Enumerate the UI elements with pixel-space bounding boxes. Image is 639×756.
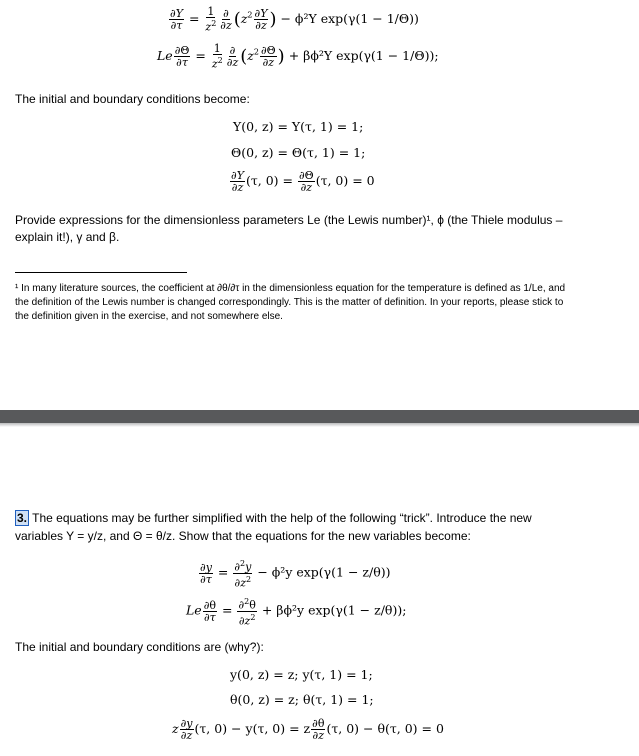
- new-eq1-rhs: − ϕ²y exp(γ(1 − z/θ)): [257, 564, 391, 580]
- equation-species-balance: $\frac{\partial Y}{\partial\tau}$ = $\frac{1}{z^2}$ $\frac{\partial}{\partial z}$ ($z^2$ $\frac{\partial Y}{\partial z}$ ) − ϕ²Y exp(γ(1 − 1/Θ)): [170, 5, 419, 34]
- item-number-highlight: 3.: [17, 511, 28, 525]
- frac-1-z2: $\frac{1}{z^2}$: [205, 5, 217, 34]
- new-lewis-symbol: Le: [186, 602, 202, 618]
- new-eq2-rhs: + βϕ²y exp(γ(1 − z/θ));: [261, 602, 407, 618]
- bc3-end: (τ, 0) = 0: [315, 173, 375, 188]
- equation-energy-balance: Le $\frac{\partial\Theta}{\partial\tau}$ = $\frac{1}{z^2}$ $\frac{\partial}{\partial z}$ ($z^2$ $\frac{\partial\Theta}{\partial z}$ ) + βϕ²Y exp(γ(1 − 1/Θ));: [157, 42, 439, 71]
- lewis-symbol: Le: [157, 47, 173, 63]
- eq1-rhs: − ϕ²Y exp(γ(1 − 1/Θ)): [280, 10, 419, 26]
- initial-conditions-heading: The initial and boundary conditions become:: [15, 92, 250, 106]
- new-bc3-part2: (τ, 0) − θ(τ, 0) = 0: [326, 721, 444, 736]
- new-boundary-condition-symmetry: z $\frac{\partial y}{\partial z}$ (τ, 0) − y(τ, 0) = z $\frac{\partial\theta}{\partial z}$ (τ, 0) − θ(τ, 0) = 0: [172, 717, 444, 742]
- page-bottom: [0, 427, 639, 756]
- frac-d-dz: $\frac{\partial}{\partial z}$: [220, 6, 232, 32]
- frac-dY-dtau: $\frac{\partial Y}{\partial\tau}$: [170, 6, 183, 32]
- bc3-mid: (τ, 0) =: [245, 173, 293, 188]
- equation-new-energy: Le $\frac{\partial\theta}{\partial\tau}$ = $\frac{\partial^2\theta}{\partial z^2}$ + βϕ²y exp(γ(1 − z/θ));: [186, 597, 407, 628]
- item-3-intro-text: The equations may be further simplified with the help of the following “trick”. Introduce the new: [29, 511, 532, 525]
- eq2-rhs: + βϕ²Y exp(γ(1 − 1/Θ));: [288, 47, 439, 63]
- item-3-intro-line1: [15, 511, 532, 525]
- new-bc3-part1: (τ, 0) − y(τ, 0) = z: [194, 721, 311, 736]
- footnote-separator: [15, 272, 187, 273]
- page-separator: [0, 410, 639, 423]
- footnote-text: ¹ In many literature sources, the coefficient at ∂θ/∂τ in the dimensionless equation for the temperature is defined as 1/Le, and the definition of the Lewis number is changed correspondingly. This is the matter of definition. In your reports, please stick to the definition given in the exercise, and not somewhere else.: [15, 283, 566, 322]
- provide-expressions-line1: Provide expressions for the dimensionless parameters Le (the Lewis number)¹, ϕ (the Thiele modulus –: [15, 213, 563, 227]
- equation-new-species: $\frac{\partial y}{\partial\tau}$ = $\frac{\partial^2y}{\partial z^2}$ − ϕ²y exp(γ(1 − z/θ)): [200, 559, 391, 590]
- boundary-condition-symmetry: $\frac{\partial Y}{\partial z}$ (τ, 0) = $\frac{\partial\Theta}{\partial z}$ (τ, 0) = 0: [231, 169, 375, 194]
- boundary-condition-theta: Θ(0, z) = Θ(τ, 1) = 1;: [231, 145, 366, 160]
- item-3-intro-line2: variables Y = y/z, and Θ = θ/z. Show that the equations for the new variables become:: [15, 529, 471, 543]
- conditions-heading: The initial and boundary conditions are (why?):: [15, 640, 264, 654]
- new-boundary-condition-theta: θ(0, z) = z; θ(τ, 1) = 1;: [230, 692, 374, 707]
- boundary-condition-y: Y(0, z) = Y(τ, 1) = 1;: [233, 119, 364, 134]
- new-boundary-condition-y: y(0, z) = z; y(τ, 1) = 1;: [230, 667, 373, 682]
- provide-expressions-line2: explain it!), γ and β.: [15, 230, 120, 244]
